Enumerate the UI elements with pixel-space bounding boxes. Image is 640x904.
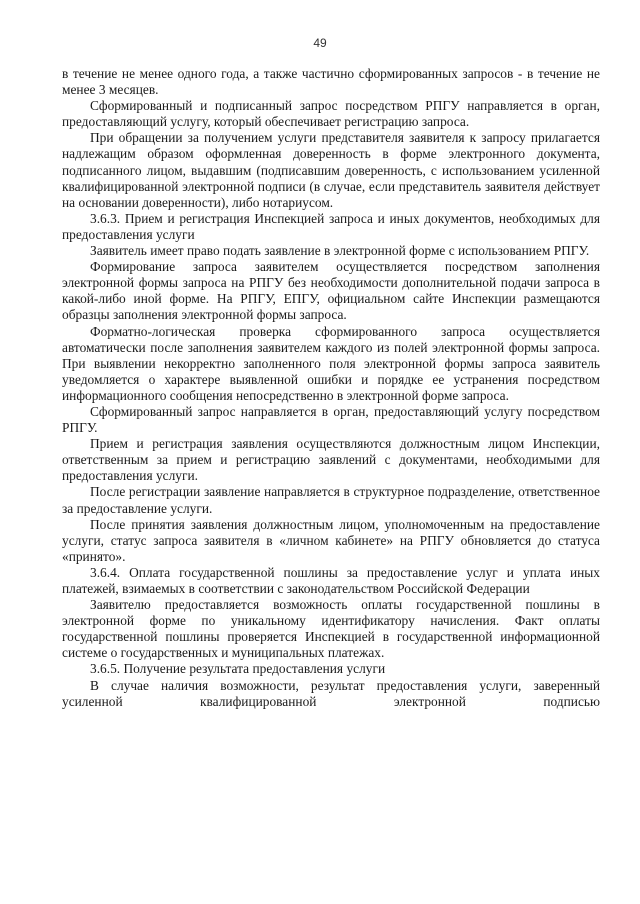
paragraph-request-directed: Сформированный запрос направляется в орган, предоставляющий услугу посредством РПГУ.: [62, 403, 600, 436]
section-heading-3-6-4: 3.6.4. Оплата государственной пошлины за предоставление услуг и уплата иных платежей, взимаемых в соответствии с законодательством Российской Федерации: [62, 564, 600, 596]
paragraph-reception-registration: Прием и регистрация заявления осуществляются должностным лицом Инспекции, ответственным за прием и регистрацию заявлений с документами, необходимыми для предоставления услуги.: [62, 436, 600, 484]
section-heading-3-6-3: 3.6.3. Прием и регистрация Инспекцией запроса и иных документов, необходимых для предоставления услуги: [62, 210, 600, 242]
paragraph-representative: При обращении за получением услуги представителя заявителя к запросу прилагается надлежащим образом оформленная доверенность в форме электронного документа, подписанного лицом, выдавшим (подписавшим доверенность, с использованием усиленной квалифицированной электронной подписи (в случае, если представитель заявителя действует на основании доверенности), либо нотариусом.: [62, 130, 600, 210]
page-number: 49: [313, 36, 327, 50]
paragraph-applicant-right: Заявитель имеет право подать заявление в электронной форме с использованием РПГУ.: [90, 243, 590, 259]
paragraph-status-update: После принятия заявления должностным лицом, уполномоченным на предоставление услуги, статус запроса заявителя в «личном кабинете» на РПГУ обновляется до статуса «принято».: [62, 516, 600, 564]
section-heading-3-6-5: 3.6.5. Получение результата предоставления услуги: [90, 661, 386, 677]
paragraph-request-sent: Сформированный и подписанный запрос посредством РПГУ направляется в орган, предоставляющий услугу, который обеспечивает регистрацию запроса.: [62, 98, 600, 130]
paragraph-fee-payment: Заявителю предоставляется возможность оплаты государственной пошлины в электронной форме по уникальному идентификатору начисления. Факт оплаты государственной пошлины проверяется Инспекцией в государственной информационной системе о государственных и муниципальных платежах.: [62, 597, 600, 661]
paragraph-after-registration: После регистрации заявление направляется в структурное подразделение, ответственное за предоставление услуги.: [62, 484, 600, 516]
paragraph-continuation: в течение не менее одного года, а также частично сформированных запросов - в течение не менее 3 месяцев.: [62, 66, 600, 98]
paragraph-result-receipt: В случае наличия возможности, результат предоставления услуги, заверенный усиленной квалифицированной электронной подписью: [62, 677, 600, 709]
paragraph-format-check: Форматно-логическая проверка сформированного запроса осуществляется автоматически после заполнения заявителем каждого из полей электронной формы запроса. При выявлении некорректно заполненного поля электронной формы запроса заявитель уведомляется о характере выявленной ошибки и порядке ее устранения посредством информационного сообщения непосредственно в электронной форме запроса.: [62, 323, 600, 403]
paragraph-request-forming: Формирование запроса заявителем осуществляется посредством заполнения электронной формы запроса на РПГУ без необходимости дополнительной подачи запроса в какой-либо иной форме. На РПГУ, ЕПГУ, официальном сайте Инспекции размещаются образцы заполнения электронной формы запроса.: [62, 259, 600, 323]
document-body: [62, 66, 600, 710]
